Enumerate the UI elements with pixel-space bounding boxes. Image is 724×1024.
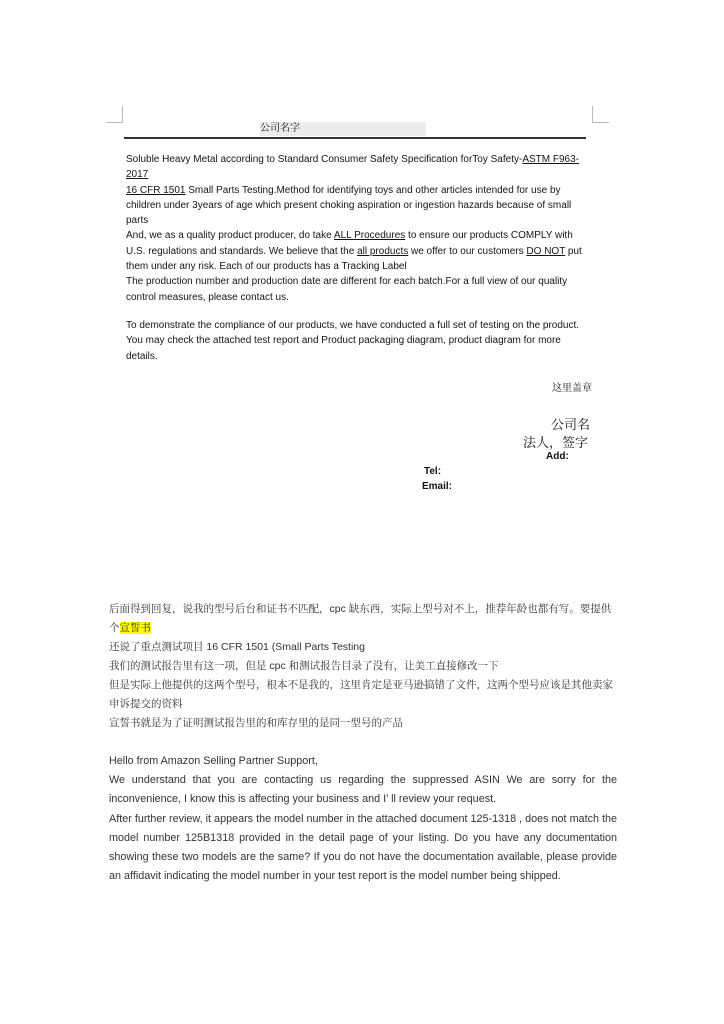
all-procedures-underlined: ALL Procedures [333, 230, 406, 242]
company-name-heading [260, 122, 426, 136]
signature-legal-representative: 法人，签字 [523, 435, 589, 450]
page-corner-mark-right [592, 106, 609, 123]
company-name-text: 公司名字 [260, 123, 300, 134]
cfr-text: Small Parts Testing.Method for identifying toys and other articles intended for use by children under 3years of age which present choking aspiration or ingestion hazards because of small parts [126, 184, 572, 227]
chinese-notes [109, 600, 617, 733]
astm-text: Soluble Heavy Metal according to Standard Consumer Safety Specification forToy Safety- [126, 154, 523, 165]
quality-text-a: And, we as a quality product producer, do take [126, 230, 334, 242]
note-line-5: 宣誓书就是为了证明测试报告里的和库存里的是同一型号的产品 [109, 717, 403, 729]
all-products-underlined: all products [357, 245, 409, 257]
signature-company-name: 公司名 [551, 417, 591, 432]
quality-text-d: put them under any risk. Each of our products has a Tracking Label [126, 245, 582, 273]
reply-paragraph-2: After further review, it appears the model number in the attached document 125-1318 , does not match the model number 125B1318 provided in the detail page of your listing. Do you have any documentation showing these two models are the same? If you do not have the documentation available, please provide an affidavit indicating the model number in your test report is the model number being shipped. [109, 812, 617, 883]
address-label: Add: [546, 451, 569, 462]
astm-standard-link: ASTM F963-2017 [126, 154, 580, 181]
letter-paragraph-quality [126, 228, 586, 274]
letterhead [124, 122, 586, 139]
affidavit-highlight: 宣誓书 [119, 622, 151, 634]
note-line-2: 还说了重点测试项目 16 CFR 1501 (Small Parts Testing [109, 641, 365, 653]
note-line-4: 但是实际上他提供的这两个型号，根本不是我的，这里肯定是亚马逊搞错了文件，这两个型号应该是其他卖家申诉提交的资料 [109, 679, 613, 710]
tel-label: Tel: [424, 466, 442, 477]
paragraph-gap [126, 305, 586, 318]
quality-text-b: to ensure our products COMPLY with U.S. regulations and standards. We believe that the [126, 230, 573, 257]
email-label: Email: [422, 481, 453, 492]
letter-paragraph-testing: To demonstrate the compliance of our products, we have conducted a full set of testing on the product. You may check the attached test report and Product packaging diagram, product diagram for more details. [126, 319, 580, 362]
compliance-letter-body [126, 152, 586, 364]
do-not-underlined: DO NOT [526, 245, 566, 257]
seal-label: 这里盖章 [552, 383, 592, 394]
quality-text-c: we offer to our customers [408, 245, 527, 257]
page-corner-mark-left [106, 106, 123, 123]
letter-paragraph-astm [126, 152, 586, 183]
letter-paragraph-production: The production number and production date are different for each batch.For a full view of our quality control measures, please contact us. [126, 276, 568, 303]
reply-paragraph-1: We understand that you are contacting us regarding the suppressed ASIN We are sorry for the inconvenience, I know this is affecting your business and I’ ll review your request. [109, 774, 617, 806]
cfr-standard-link: 16 CFR 1501 [126, 184, 186, 196]
reply-greeting: Hello from Amazon Selling Partner Support, [109, 755, 318, 767]
note-line-1 [109, 600, 617, 638]
letter-paragraph-cfr [126, 183, 586, 229]
amazon-support-reply [109, 752, 617, 886]
note-line-3: 我们的测试报告里有这一项，但是 cpc 和测试报告目录了没有，让美工直接修改一下 [109, 660, 499, 672]
note-line-1-text: 后面得到回复，说我的型号后台和证书不匹配，cpc 缺东西，实际上型号对不上，推荐年龄也都有写。要提供个 [109, 603, 612, 634]
